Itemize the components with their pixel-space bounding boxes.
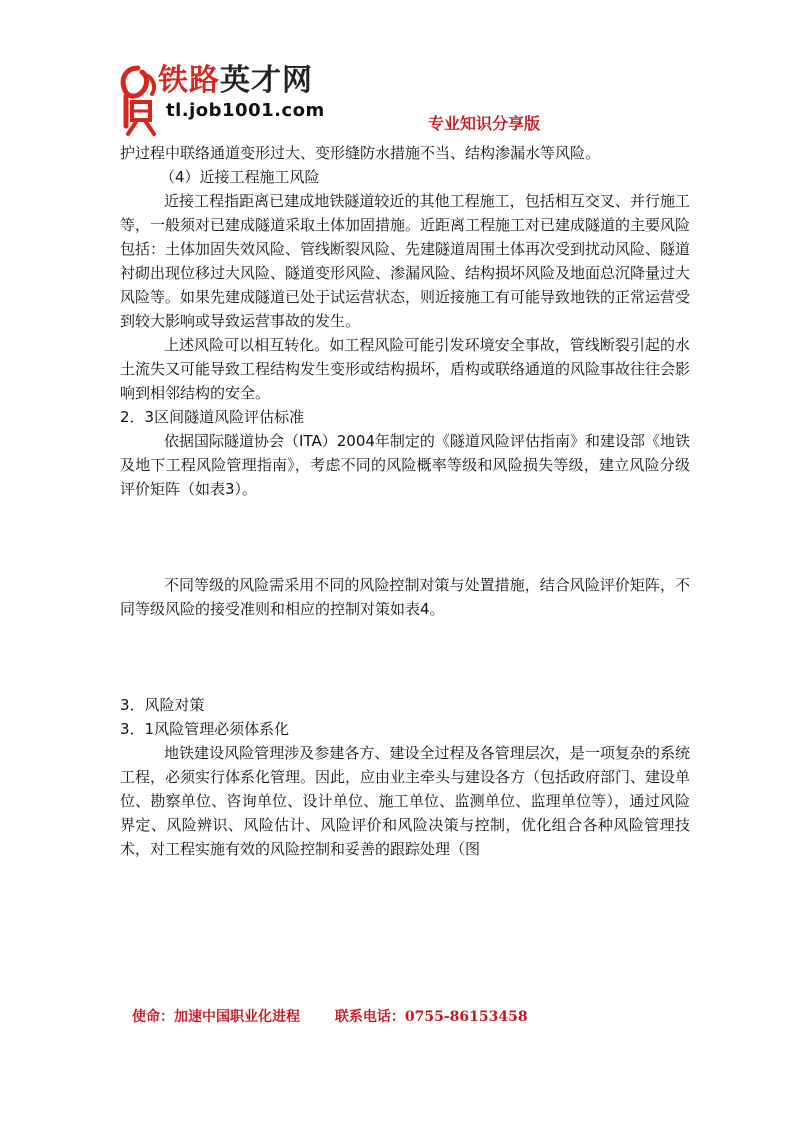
site-logo [118,62,378,140]
document-body [120,141,690,861]
edition-tagline: 专业知识分享版 [428,114,541,133]
brand-url[interactable]: tl.job1001.com [166,100,325,121]
subheading-adjacent-construction-risk: （4）近接工程施工风险 [160,168,320,186]
page-footer [132,1007,528,1027]
paragraph-risk-levels: 不同等级的风险需采用不同的风险控制对策与处置措施，结合风险评价矩阵，不同等级风险的接受准则和相应的控制对策如表4。 [120,576,690,618]
logo-mark-icon [118,62,158,140]
paragraph-adjacent-construction: 近接工程指距离已建成地铁隧道较近的其他工程施工，包括相互交叉、并行施工等，一般须对已建成隧道采取土体加固措施。近距离工程施工对已建成隧道的主要风险包括：土体加固失效风险、管线断裂风险、先建隧道周围土体再次受到扰动风险、隧道衬砌出现位移过大风险、隧道变形风险、渗漏风险、结构损坏风险及地面总沉降量过大风险等。如果先建成隧道已处于试运营状态，则近接施工有可能导致地铁的正常运营受到较大影响或导致运营事故的发生。 [120,192,691,330]
brand-name-text [158,63,313,98]
brand-name-part-1: 铁路 [158,63,220,98]
brand-name-part-2: 英才网 [220,63,313,98]
footer-mission: 使命：加速中国职业化进程 [132,1009,300,1025]
footer-contact: 联系电话：0755-86153458 [334,1009,528,1025]
brand-name [158,62,313,100]
section-heading-3-1: 3．1风险管理必须体系化 [120,720,290,738]
table-placeholder-gap [120,501,690,573]
paragraph-risk-conversion: 上述风险可以相互转化。如工程风险可能引发环境安全事故，管线断裂引起的水土流失又可能导致工程结构发生变形或结构损坏，盾构或联络通道的风险事故往往会影响到相邻结构的安全。 [120,336,691,402]
paragraph-risk-system: 地铁建设风险管理涉及参建各方、建设全过程及各管理层次，是一项复杂的系统工程，必须实行体系化管理。因此，应由业主牵头与建设各方（包括政府部门、建设单位、勘察单位、咨询单位、设计单位、施工单位、监测单位、监理单位等），通过风险界定、风险辨识、风险估计、风险评价和风险决策与控制，优化组合各种风险管理技术，对工程实施有效的风险控制和妥善的跟踪处理（图 [120,744,691,858]
table-placeholder-gap-2 [120,621,690,693]
paragraph-continuation: 护过程中联络通道变形过大、变形缝防水措施不当、结构渗漏水等风险。 [120,144,601,162]
section-heading-3: 3．风险对策 [120,696,205,714]
section-heading-2-3: 2．3区间隧道风险评估标准 [120,408,305,426]
paragraph-risk-standard: 依据国际隧道协会（ITA）2004年制定的《隧道风险评估指南》和建设部《地铁及地下工程风险管理指南》，考虑不同的风险概率等级和风险损失等级，建立风险分级评价矩阵（如表3）。 [120,432,690,498]
